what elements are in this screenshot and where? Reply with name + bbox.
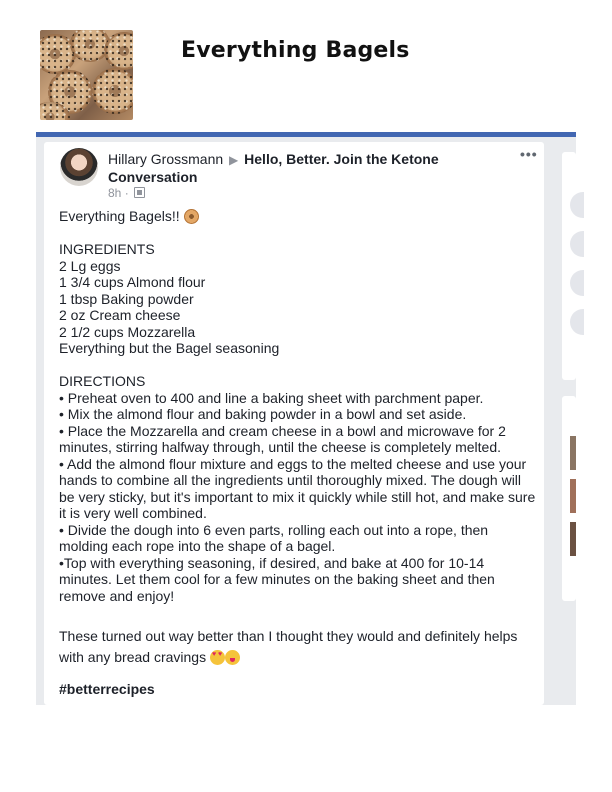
sidebar-thumbnail[interactable] xyxy=(570,479,576,513)
direction-step: • Preheat oven to 400 and line a baking sheet with parchment paper. xyxy=(59,389,484,406)
direction-step: •Top with everything seasoning, if desired, and bake at 400 for 10-14 minutes. Let them cool for a few minutes on the baking sheet and then remove and enjoy! xyxy=(59,554,495,604)
bagel-photo xyxy=(40,30,133,120)
more-options-icon[interactable]: ••• xyxy=(520,146,538,162)
author-name[interactable]: Hillary Grossmann xyxy=(108,151,224,167)
group-name[interactable]: Hello, Better. Join the Ketone Conversation xyxy=(108,151,439,185)
direction-step: • Divide the dough into 6 even parts, rolling each out into a rope, then molding each rope into the shape of a bagel. xyxy=(59,521,489,554)
direction-step: • Add the almond flour mixture and eggs to the melted cheese and use your hands to combine all the ingredients until thoroughly mixed. The dough will be very sticky, but it's important to mix it quickly while still hot, and make sure it is very well combined. xyxy=(59,455,536,521)
ingredient-item: Everything but the Bagel seasoning xyxy=(59,340,280,356)
closing-text: These turned out way better than I thought they would and definitely helps with any bread cravings ♥ ♥ xyxy=(59,626,539,668)
directions-heading: DIRECTIONS xyxy=(59,373,146,389)
post-title-line: Everything Bagels!! xyxy=(59,208,539,225)
ingredient-item: 2 oz Cream cheese xyxy=(59,307,181,323)
audience-icon xyxy=(134,187,145,198)
ingredient-item: 2 Lg eggs xyxy=(59,257,121,274)
heart-eyes-emoji xyxy=(210,650,225,665)
ingredient-item: 2 1/2 cups Mozzarella xyxy=(59,323,196,340)
ingredient-item: 1 3/4 cups Almond flour xyxy=(59,274,206,290)
post-header xyxy=(108,151,508,186)
bagel-emoji xyxy=(184,209,199,224)
post-time[interactable]: 8h xyxy=(108,186,122,200)
direction-step: • Mix the almond flour and baking powder in a bowl and set aside. xyxy=(59,406,467,422)
post-body xyxy=(59,208,539,604)
page-title: Everything Bagels xyxy=(181,38,410,63)
avatar[interactable] xyxy=(60,148,98,186)
hashtag-link[interactable]: #betterrecipes xyxy=(59,681,155,697)
direction-step: • Place the Mozzarella and cream cheese in a bowl and microwave for 2 minutes, stirring halfway through, until the cheese is completely melted. xyxy=(59,422,506,455)
arrow-right-icon: ▶ xyxy=(229,153,239,167)
ingredients-heading: INGREDIENTS xyxy=(59,241,155,257)
right-sidebar-card xyxy=(562,152,576,380)
yum-emoji xyxy=(225,650,240,665)
sidebar-thumbnail[interactable] xyxy=(570,436,576,470)
post-meta: 8h · xyxy=(108,186,145,200)
ingredient-item: 1 tbsp Baking powder xyxy=(59,290,194,307)
sidebar-thumbnail[interactable] xyxy=(570,522,576,556)
